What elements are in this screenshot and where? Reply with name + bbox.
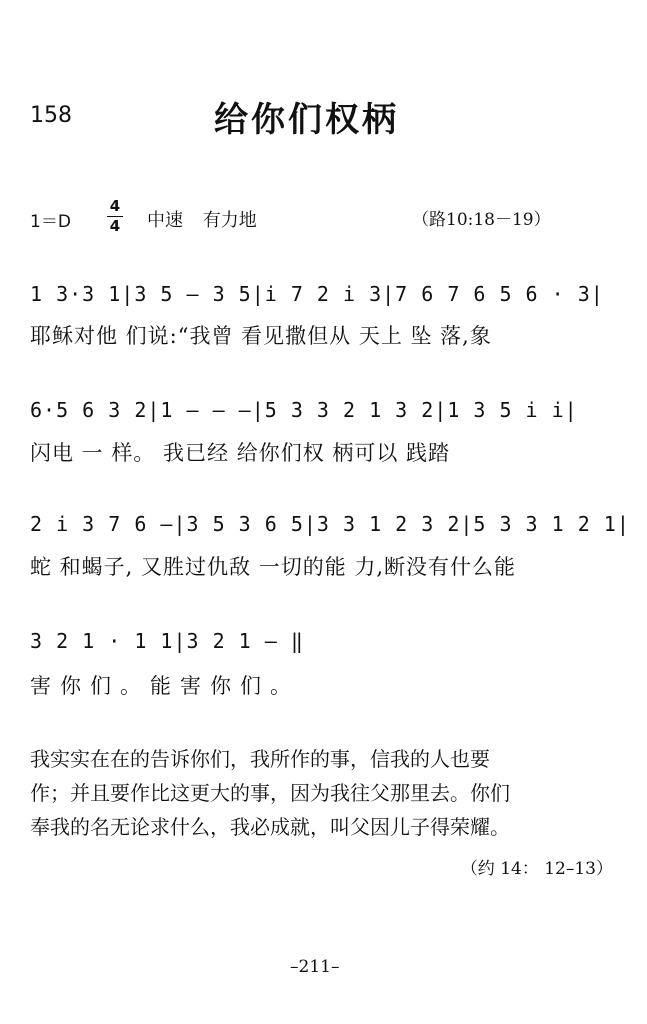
tempo-marking: 中速 有力地 [147, 210, 257, 231]
scripture-line-1: 我实实在在的告诉你们，我所作的事，信我的人也要 [30, 747, 490, 771]
lyric-line-3: 蛇 和蝎子, 又胜过仇敌 一切的能 力,断没有什么能 [30, 555, 517, 579]
scripture-line-2: 作；并且要作比这更大的事，因为我往父那里去。你们 [30, 781, 510, 805]
page-number: –211– [290, 957, 340, 977]
hymn-title: 给你们权柄 [214, 100, 399, 140]
lyric-line-4: 害你们。能害你们。 [30, 674, 300, 698]
key-signature: 1＝D [30, 212, 71, 232]
notation-line-4: 3 2 1 · 1 1|3 2 1 – ‖ [30, 629, 304, 653]
lyric-line-2: 闪电 一 样。 我已经 给你们权 柄可以 践踏 [30, 441, 451, 465]
time-signature-top: 4 [109, 197, 121, 215]
hymn-number: 158 [30, 103, 72, 128]
time-signature [107, 198, 123, 235]
time-signature-bottom: 4 [109, 217, 121, 235]
scripture-citation: （约 14： 12–13） [460, 859, 613, 879]
notation-line-1: 1 3·3 1|3 5 – 3 5|i 7 2 i 3|7 6 7 6 5 6 · 3| [30, 282, 604, 306]
scripture-reference: （路10:18－19） [412, 210, 551, 230]
lyric-line-1: 耶稣对他 们说:“我曾 看见撒但从 天上 坠 落,象 [30, 324, 492, 348]
notation-line-2: 6·5 6 3 2|1 – – –|5 3 3 2 1 3 2|1 3 5 i i| [30, 398, 578, 422]
scripture-line-3: 奉我的名无论求什么，我必成就，叫父因儿子得荣耀。 [30, 815, 510, 839]
notation-line-3: 2 i 3 7 6 –|3 5 3 6 5|3 3 1 2 3 2|5 3 3 1 2 1| [30, 512, 630, 536]
